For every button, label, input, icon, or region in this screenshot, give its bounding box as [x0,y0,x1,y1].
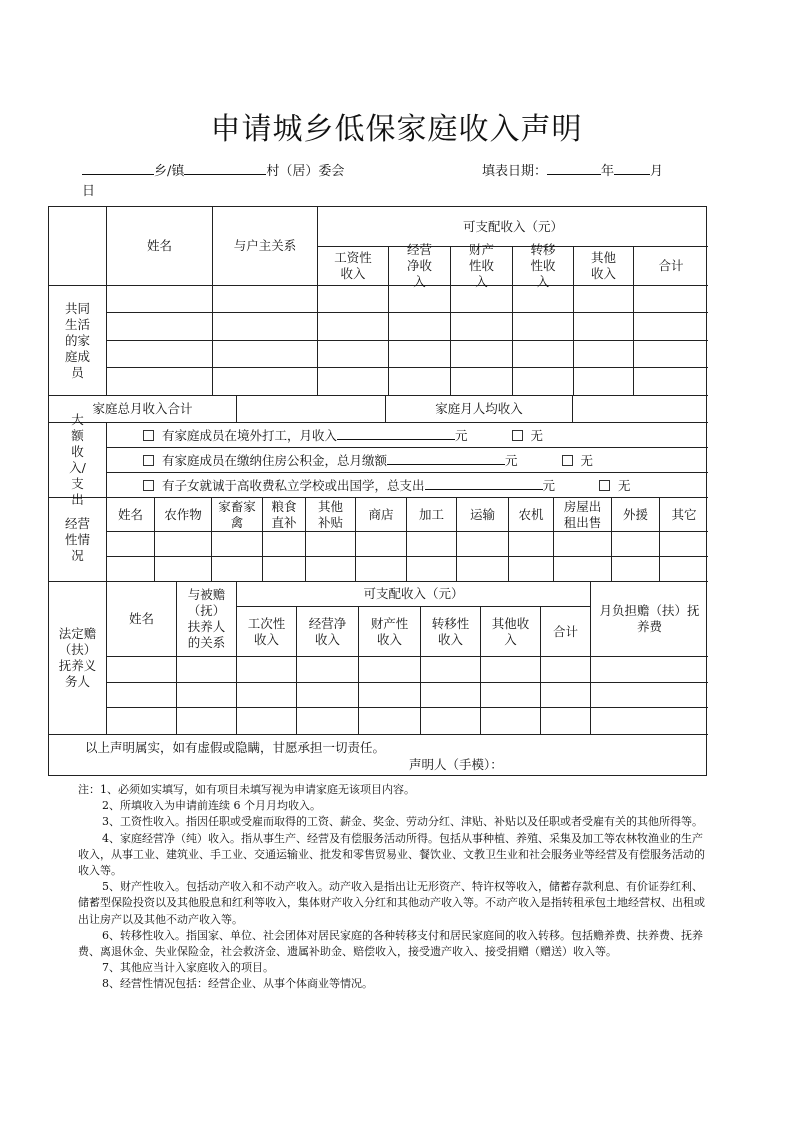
member-row-cell[interactable] [451,313,513,341]
household-total-label: 家庭总月收入合计 [49,396,237,423]
business-col-header: 加工 [407,498,457,532]
large-item-content [143,451,593,469]
business-col-header: 姓名 [107,498,155,532]
member-row-cell[interactable] [574,313,634,341]
member-row-cell[interactable] [634,368,708,396]
large-item-text: 有家庭成员在境外打工，月收入 [162,428,338,443]
support-row-cell[interactable] [297,657,359,683]
member-row-cell[interactable] [318,341,389,368]
note-3: 3、工资性收入。指因任职或受雇而取得的工资、薪金、奖金、劳动分红、津贴、补贴以及任职或者受雇有关的其他所得等。 [102,815,703,829]
business-row-cell[interactable] [212,532,263,557]
declaration-statement: 以上声明属实，如有虚假或隐瞒，甘愿承担一切责任。 [85,740,386,755]
support-income-col-header: 合计 [541,607,591,657]
support-name-header: 姓名 [107,582,177,657]
large-item-text: 有子女就诚于高收费私立学校或出国学，总支出 [162,478,425,493]
month-label: 月 [650,164,664,179]
note-2: 2、所填收入为申请前连续 6 个月月均收入。 [102,799,321,813]
business-row-cell[interactable] [107,557,155,582]
support-income-col-header: 其他收入 [481,607,541,657]
note-4: 4、家庭经营净（纯）收入。指从事生产、经营及有偿服务活动所得。包括从事种植、养殖、采集及加工等农林牧渔业的生产收入，从事工业、建筑业、手工业、交通运输业、批发和零售贸易业、餐饮业、文教卫生业和社会服务业等经营及有偿服务活动的收入等。 [78,831,705,878]
support-row-cell[interactable] [359,657,421,683]
member-row-cell[interactable] [389,341,451,368]
support-row-cell[interactable] [591,708,708,735]
support-income-col-header: 财产性收入 [359,607,421,657]
support-row-cell[interactable] [297,683,359,708]
business-row-cell[interactable] [155,557,212,582]
checkbox-none[interactable] [512,430,523,441]
unit-label: 元 [542,478,556,493]
support-row-cell[interactable] [481,657,541,683]
day-label: 日 [82,184,96,199]
support-row-cell[interactable] [237,657,297,683]
support-row-cell[interactable] [421,683,481,708]
support-row-cell[interactable] [297,708,359,735]
support-row-cell[interactable] [177,683,237,708]
member-row-cell[interactable] [451,341,513,368]
member-row-cell[interactable] [318,368,389,396]
large-item-content [143,476,631,494]
large-item-row [107,448,708,473]
member-income-col-header: 财产性收入 [451,247,513,286]
member-row-cell[interactable] [389,313,451,341]
member-row-cell[interactable] [389,286,451,313]
village-field[interactable] [184,160,266,175]
business-row-cell[interactable] [660,532,708,557]
business-col-header: 农作物 [155,498,212,532]
support-row-cell[interactable] [359,683,421,708]
member-row-cell[interactable] [513,286,574,313]
member-income-col-header: 合计 [634,247,708,286]
member-income-col-header: 其他收入 [574,247,634,286]
checkbox-none[interactable] [599,480,610,491]
member-row-cell[interactable] [107,313,213,341]
income-declaration-table [48,206,707,776]
notes-section [78,782,713,993]
support-row-cell[interactable] [177,657,237,683]
support-row-cell[interactable] [107,683,177,708]
support-income-col-header: 转移性收入 [421,607,481,657]
large-items-side-label: 大额收入/支出 [49,423,107,498]
member-row-cell[interactable] [213,341,318,368]
business-row-cell[interactable] [356,532,407,557]
business-row-cell[interactable] [306,532,356,557]
support-side-label: 法定赡（扶）抚养义务人 [49,582,107,735]
business-row-cell[interactable] [263,557,306,582]
support-row-cell[interactable] [421,708,481,735]
member-row-cell[interactable] [513,341,574,368]
business-col-header: 家畜家禽 [212,498,263,532]
support-row-cell[interactable] [359,708,421,735]
form-header [82,160,682,202]
none-label: 无 [618,478,631,493]
business-row-cell[interactable] [306,557,356,582]
member-row-cell[interactable] [634,313,708,341]
amount-field[interactable] [387,451,505,465]
support-row-cell[interactable] [237,708,297,735]
amount-field[interactable] [337,426,455,440]
per-capita-label: 家庭月人均收入 [386,396,573,423]
business-row-cell[interactable] [155,532,212,557]
note-7: 7、其他应当计入家庭收入的项目。 [102,961,274,975]
checkbox-yes[interactable] [143,455,154,466]
business-row-cell[interactable] [612,557,660,582]
member-row-cell[interactable] [213,286,318,313]
business-row-cell[interactable] [407,557,457,582]
business-col-header: 商店 [356,498,407,532]
large-item-text: 有家庭成员在缴纳住房公积金，总月缴额 [162,453,388,468]
household-total-field[interactable] [237,396,386,423]
members-side-label: 共同生活的家庭成员 [49,286,107,396]
member-income-col-header: 工资性收入 [318,247,389,286]
declaration-box [49,735,708,777]
member-row-cell[interactable] [574,368,634,396]
member-row-cell[interactable] [107,368,213,396]
business-row-cell[interactable] [554,532,612,557]
business-row-cell[interactable] [457,532,509,557]
support-row-cell[interactable] [591,683,708,708]
note-5: 5、财产性收入。包括动产收入和不动产收入。动产收入是指出让无形资产、特许权等收入，储蓄存款利息、有价证券红利、储蓄型保险投资以及其他股息和红利等收入，集体财产收入分红和其他动产收入等。不动产收入是指转租承包土地经营权、出租或出让房产以及其他不动产收入等。 [78,880,705,926]
support-income-group-header: 可支配收入（元） [237,582,591,607]
business-row-cell[interactable] [356,557,407,582]
signer-label: 声明人（手模）： [409,757,503,772]
member-row-cell[interactable] [213,313,318,341]
support-row-cell[interactable] [421,657,481,683]
member-income-group-header: 可支配收入（元） [318,207,708,247]
member-row-cell[interactable] [634,286,708,313]
per-capita-field[interactable] [573,396,708,423]
note-6: 6、转移性收入。指国家、单位、社会团体对居民家庭的各种转移支付和居民家庭间的收入转移。包括赡养费、扶养费、抚养费、离退休金、失业保险金，社会救济金、遗属补助金、赔偿收入，接受遗产收入、接受捐赠（赠送）收入等。 [78,928,703,959]
corner-cell [49,207,107,286]
large-item-row [107,473,708,498]
unit-label: 元 [505,453,518,468]
year-label: 年 [601,164,615,179]
support-row-cell[interactable] [541,683,591,708]
checkbox-yes[interactable] [143,480,154,491]
support-income-col-header: 经营净收入 [297,607,359,657]
date-label: 填表日期： [482,164,548,179]
none-label: 无 [580,453,594,468]
member-row-cell[interactable] [513,368,574,396]
business-row-cell[interactable] [612,532,660,557]
support-row-cell[interactable] [107,657,177,683]
support-row-cell[interactable] [107,708,177,735]
support-row-cell[interactable] [481,683,541,708]
member-row-cell[interactable] [318,286,389,313]
member-income-col-header: 经营净收入 [389,247,451,286]
business-row-cell[interactable] [554,557,612,582]
member-row-cell[interactable] [574,341,634,368]
business-col-header: 农机 [509,498,554,532]
member-row-cell[interactable] [318,313,389,341]
support-row-cell[interactable] [481,708,541,735]
support-row-cell[interactable] [177,708,237,735]
township-label: 乡/镇 [154,164,185,179]
member-row-cell[interactable] [634,341,708,368]
business-row-cell[interactable] [457,557,509,582]
large-item-content [143,426,543,444]
member-row-cell[interactable] [107,341,213,368]
note-8: 8、经营性情况包括：经营企业、从事个体商业等情况。 [102,977,373,991]
month-field[interactable] [614,160,650,175]
business-col-header: 外援 [612,498,660,532]
support-monthly-fee-header: 月负担赡（扶）抚养费 [591,582,708,657]
support-row-cell[interactable] [541,708,591,735]
business-col-header: 房屋出租出售 [554,498,612,532]
business-col-header: 粮食直补 [263,498,306,532]
business-row-cell[interactable] [407,532,457,557]
member-row-cell[interactable] [451,368,513,396]
amount-field[interactable] [425,476,543,490]
business-side-label: 经营性情况 [49,498,107,582]
township-field[interactable] [82,160,154,175]
support-row-cell[interactable] [591,657,708,683]
support-income-col-header: 工次性收入 [237,607,297,657]
member-row-cell[interactable] [451,286,513,313]
business-row-cell[interactable] [509,557,554,582]
member-relation-header: 与户主关系 [213,207,318,286]
business-row-cell[interactable] [212,557,263,582]
member-row-cell[interactable] [213,368,318,396]
year-field[interactable] [547,160,601,175]
unit-label: 元 [455,428,468,443]
business-col-header: 运输 [457,498,509,532]
none-label: 无 [530,428,544,443]
member-row-cell[interactable] [513,313,574,341]
note-1: 注：1、必须如实填写，如有项目未填写视为申请家庭无该项目内容。 [78,783,415,796]
business-col-header: 其他补贴 [306,498,356,532]
member-row-cell[interactable] [389,368,451,396]
page-title: 申请城乡低保家庭收入声明 [210,112,583,147]
business-row-cell[interactable] [660,557,708,582]
member-income-col-header: 转移性收入 [513,247,574,286]
village-label: 村（居）委会 [266,164,345,179]
support-relation-header: 与被赡（抚）扶养人的关系 [177,582,237,657]
business-row-cell[interactable] [263,532,306,557]
support-row-cell[interactable] [541,657,591,683]
member-row-cell[interactable] [574,286,634,313]
large-item-row [107,423,708,448]
member-name-header: 姓名 [107,207,213,286]
checkbox-none[interactable] [562,455,573,466]
business-row-cell[interactable] [107,532,155,557]
member-row-cell[interactable] [107,286,213,313]
business-row-cell[interactable] [509,532,554,557]
business-col-header: 其它 [660,498,708,532]
checkbox-yes[interactable] [143,430,154,441]
support-row-cell[interactable] [237,683,297,708]
